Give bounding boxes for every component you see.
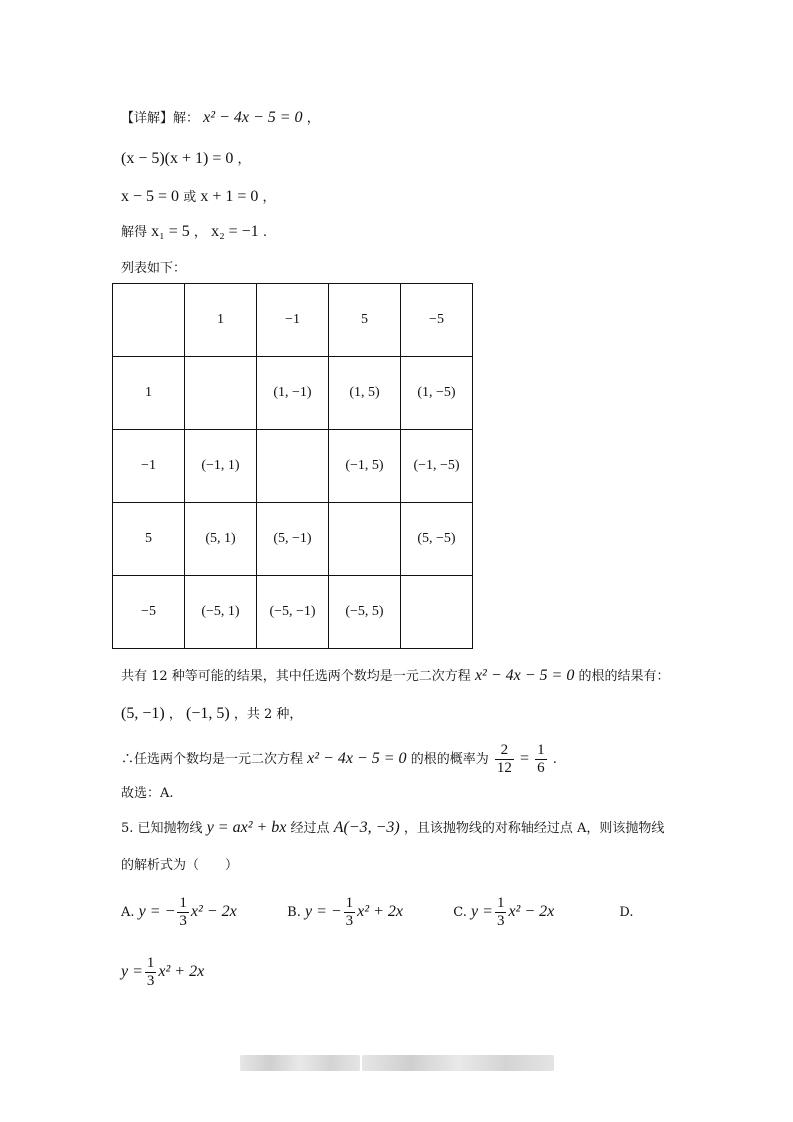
fraction-1-3 xyxy=(495,895,507,930)
column-header-cell: 5 xyxy=(329,284,401,357)
option-c xyxy=(453,892,615,933)
table-cell: (1, −5) xyxy=(401,357,473,430)
option-a xyxy=(121,892,283,933)
table-cell: (−5, 5) xyxy=(329,576,401,649)
fraction-1-3 xyxy=(344,895,356,930)
solution-line-1 xyxy=(121,108,320,129)
fraction-1-3 xyxy=(177,895,189,930)
option-d-line xyxy=(121,952,204,993)
table-row xyxy=(113,503,473,576)
punct: ， xyxy=(306,111,320,126)
table-row xyxy=(113,576,473,649)
blurred-watermark xyxy=(362,1055,554,1071)
table-row xyxy=(113,357,473,430)
probability-equation: x² − 4x − 5 = 0 xyxy=(307,750,407,767)
table-cell: (5, −5) xyxy=(401,503,473,576)
or-word: 或 xyxy=(183,190,197,205)
conclusion-line-2 xyxy=(121,704,302,725)
table-intro: 列表如下： xyxy=(121,261,187,276)
conclusion-text-a: 共有 12 种等可能的结果，其中任选两个数均是一元二次方程 xyxy=(121,669,471,684)
fraction-denominator: 12 xyxy=(496,760,512,776)
fraction-numerator: 2 xyxy=(495,742,514,760)
row-header-cell: 5 xyxy=(113,503,185,576)
option-rhs: x² − 2x xyxy=(508,903,555,920)
result-pair-1: (5, −1) xyxy=(121,705,165,722)
fraction-1-6 xyxy=(535,742,547,777)
option-rhs: x² − 2x xyxy=(190,903,237,920)
fraction-numerator: 1 xyxy=(345,895,354,911)
question-line-1 xyxy=(121,818,664,839)
root-1: x₁ = 5 xyxy=(151,223,190,240)
row-header-cell: −1 xyxy=(113,430,185,503)
answer-line: 故选：A. xyxy=(121,786,174,801)
fraction-denominator: 6 xyxy=(537,760,545,776)
roots-label: 解得 xyxy=(121,225,148,240)
option-lhs: y = − xyxy=(138,903,176,920)
option-lhs: y = − xyxy=(304,903,342,920)
option-b xyxy=(287,892,449,933)
point-a: A(−3, −3) xyxy=(333,819,400,836)
option-rhs: x² + 2x xyxy=(158,963,205,980)
table-header-row xyxy=(113,284,473,357)
table-cell: (−1, −5) xyxy=(401,430,473,503)
fraction-2-12 xyxy=(495,742,514,777)
equation-3a: x − 5 = 0 xyxy=(121,188,180,205)
fraction-numerator: 1 xyxy=(179,895,187,911)
solution-line-2 xyxy=(121,149,251,170)
table-cell: (−1, 5) xyxy=(329,430,401,503)
solution-line-3 xyxy=(121,187,276,208)
fraction-numerator: 1 xyxy=(537,742,545,758)
option-d-label: D. xyxy=(619,905,634,920)
row-header-cell: −5 xyxy=(113,576,185,649)
parabola-equation: y = ax² + bx xyxy=(206,819,287,836)
question-line-2: 的解析式为（ ） xyxy=(121,858,239,873)
punct: ， xyxy=(262,190,276,205)
table-cell: (5, −1) xyxy=(257,503,329,576)
empty-diagonal-cell xyxy=(185,357,257,430)
fraction-1-3 xyxy=(145,955,157,990)
fraction-denominator: 3 xyxy=(345,913,354,929)
option-label: A. xyxy=(121,905,135,920)
conclusion-line-3 xyxy=(121,740,557,779)
conclusion-text-b: 的根的结果有： xyxy=(578,669,670,684)
equation-3b: x + 1 = 0 xyxy=(200,188,259,205)
result-pair-2: (−1, 5) xyxy=(185,705,230,722)
empty-diagonal-cell xyxy=(257,430,329,503)
table-row xyxy=(113,430,473,503)
equation-1: x² − 4x − 5 = 0 xyxy=(203,109,303,126)
column-header-cell: −5 xyxy=(401,284,473,357)
row-header-cell: 1 xyxy=(113,357,185,430)
options-row xyxy=(121,892,634,933)
table-cell: (−5, 1) xyxy=(185,576,257,649)
conclusion-equation: x² − 4x − 5 = 0 xyxy=(474,667,575,684)
count-text: ，共 2 种， xyxy=(233,707,303,722)
solution-line-4 xyxy=(121,222,267,243)
probability-text-a: ∴任选两个数均是一元二次方程 xyxy=(121,752,304,767)
question-text-a: 已知抛物线 xyxy=(137,821,203,836)
blurred-watermark xyxy=(240,1055,360,1071)
punct: ， xyxy=(168,707,182,722)
option-lhs: y = xyxy=(471,903,493,920)
equation-2: (x − 5)(x + 1) = 0 xyxy=(121,150,234,167)
table-cell: (1, 5) xyxy=(329,357,401,430)
punct: ， xyxy=(237,152,251,167)
empty-diagonal-cell xyxy=(329,503,401,576)
question-text-c: ，且该抛物线的对称轴经过点 A，则该抛物线 xyxy=(403,821,665,836)
column-header-cell: −1 xyxy=(257,284,329,357)
column-header-cell: 1 xyxy=(185,284,257,357)
question-number: 5. xyxy=(121,821,134,836)
option-label: B. xyxy=(287,905,301,920)
punct: . xyxy=(552,752,557,767)
table-cell: (5, 1) xyxy=(185,503,257,576)
table-cell: (−1, 1) xyxy=(185,430,257,503)
option-lhs: y = xyxy=(121,963,143,980)
table-cell: (−5, −1) xyxy=(257,576,329,649)
punct: ， xyxy=(193,225,207,240)
intro-label: 【详解】解： xyxy=(121,111,200,126)
fraction-denominator: 3 xyxy=(146,973,155,989)
conclusion-line-1 xyxy=(121,666,670,687)
root-2: x₂ = −1 xyxy=(211,223,259,240)
fraction-denominator: 3 xyxy=(179,913,187,929)
table-corner-cell xyxy=(113,284,185,357)
empty-diagonal-cell xyxy=(401,576,473,649)
option-label: C. xyxy=(453,905,467,920)
fraction-denominator: 3 xyxy=(496,913,505,929)
punct: . xyxy=(262,225,267,240)
probability-text-b: 的根的概率为 xyxy=(410,752,489,767)
question-text-b: 经过点 xyxy=(290,821,330,836)
fraction-numerator: 1 xyxy=(146,955,155,971)
table-cell: (1, −1) xyxy=(257,357,329,430)
option-rhs: x² + 2x xyxy=(357,903,403,920)
equals-sign: = xyxy=(519,750,530,767)
outcome-table xyxy=(112,283,473,649)
fraction-numerator: 1 xyxy=(496,895,505,911)
